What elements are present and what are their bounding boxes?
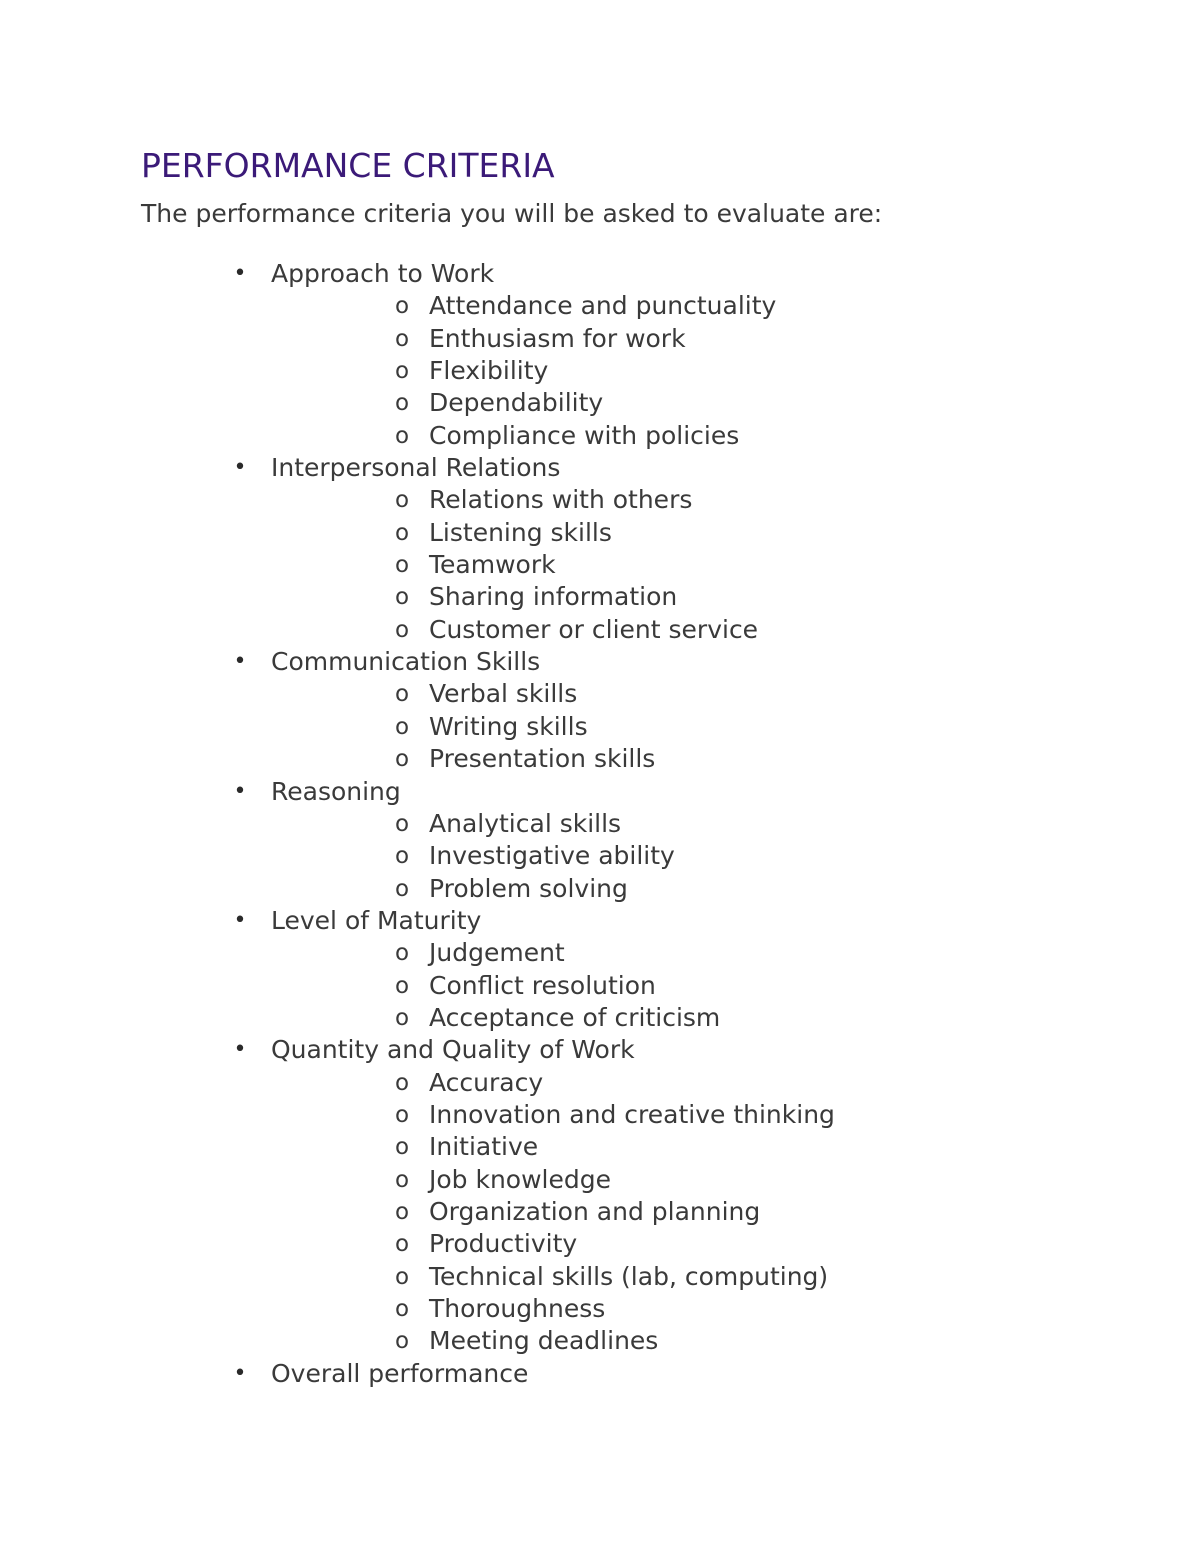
sub-criteria-label: Verbal skills (429, 679, 578, 709)
bullet-circle-icon: o (394, 1328, 410, 1355)
bullet-circle-icon: o (394, 1166, 410, 1193)
bullet-circle-icon: o (394, 810, 410, 837)
criteria-label: Interpersonal Relations (271, 453, 561, 483)
sub-criteria-item (0, 1196, 1200, 1228)
criteria-label: Quantity and Quality of Work (271, 1035, 635, 1065)
bullet-dot-icon: • (233, 455, 247, 481)
criteria-label: Overall performance (271, 1358, 529, 1388)
sub-criteria-item (0, 290, 1200, 322)
sub-criteria-label: Presentation skills (429, 744, 656, 774)
sub-criteria-label: Analytical skills (429, 808, 622, 838)
bullet-dot-icon: • (233, 907, 247, 933)
sub-criteria-item (0, 1099, 1200, 1131)
sub-criteria-item (0, 678, 1200, 710)
sub-criteria-label: Flexibility (429, 356, 549, 386)
sub-criteria-label: Customer or client service (429, 614, 759, 644)
sub-criteria-item (0, 970, 1200, 1002)
bullet-circle-icon: o (394, 1198, 410, 1225)
sub-criteria-label: Meeting deadlines (429, 1326, 659, 1356)
criteria-row (0, 1034, 1200, 1066)
page-title: PERFORMANCE CRITERIA (141, 146, 555, 185)
sub-criteria-item (0, 549, 1200, 581)
sub-criteria-label: Writing skills (429, 711, 588, 741)
sub-criteria-item (0, 484, 1200, 516)
sub-criteria-item (0, 1164, 1200, 1196)
sub-criteria-item (0, 517, 1200, 549)
criteria-label: Approach to Work (271, 259, 495, 288)
sub-criteria-label: Job knowledge (429, 1164, 611, 1194)
sub-criteria-item (0, 808, 1200, 840)
bullet-circle-icon: o (394, 843, 410, 870)
bullet-circle-icon: o (394, 293, 410, 320)
sub-criteria-label: Investigative ability (429, 841, 675, 871)
bullet-dot-icon: • (233, 1360, 247, 1386)
sub-criteria-item (0, 355, 1200, 387)
sub-criteria-label: Initiative (429, 1132, 539, 1162)
sub-criteria-item (0, 873, 1200, 905)
sub-criteria-item (0, 1325, 1200, 1357)
criteria-item (0, 452, 1200, 646)
criteria-item (0, 776, 1200, 905)
bullet-circle-icon: o (394, 713, 410, 740)
bullet-circle-icon: o (394, 1101, 410, 1128)
sub-criteria-label: Acceptance of criticism (429, 1002, 721, 1032)
criteria-label: Communication Skills (271, 647, 541, 677)
sub-criteria-label: Thoroughness (429, 1294, 606, 1323)
bullet-circle-icon: o (394, 746, 410, 773)
criteria-item (0, 1034, 1200, 1357)
bullet-dot-icon: • (233, 778, 247, 804)
sub-criteria-label: Relations with others (429, 485, 693, 515)
bullet-circle-icon: o (394, 584, 410, 611)
bullet-dot-icon: • (233, 261, 247, 286)
sub-criteria-list (0, 290, 1200, 452)
criteria-item (0, 905, 1200, 1034)
bullet-circle-icon: o (394, 972, 410, 999)
criteria-row (0, 776, 1200, 808)
sub-criteria-item (0, 1293, 1200, 1325)
sub-criteria-list (0, 808, 1200, 905)
bullet-circle-icon: o (394, 940, 410, 967)
sub-criteria-item (0, 1067, 1200, 1099)
criteria-row (0, 646, 1200, 678)
sub-criteria-item (0, 937, 1200, 969)
sub-criteria-label: Conflict resolution (429, 970, 656, 1000)
sub-criteria-list (0, 484, 1200, 646)
bullet-circle-icon: o (394, 1004, 410, 1031)
sub-criteria-label: Attendance and punctuality (429, 291, 777, 321)
sub-criteria-item (0, 840, 1200, 872)
sub-criteria-label: Technical skills (lab, computing) (429, 1261, 829, 1291)
sub-criteria-item (0, 1228, 1200, 1260)
bullet-circle-icon: o (394, 422, 410, 449)
sub-criteria-label: Organization and planning (429, 1196, 761, 1226)
intro-text: The performance criteria you will be asked to evaluate are: (141, 199, 883, 228)
sub-criteria-label: Enthusiasm for work (429, 323, 686, 353)
bullet-circle-icon: o (394, 1069, 410, 1096)
criteria-item (0, 258, 1200, 452)
sub-criteria-label: Sharing information (429, 582, 678, 612)
sub-criteria-item (0, 1131, 1200, 1163)
criteria-row (0, 1358, 1200, 1390)
bullet-circle-icon: o (394, 552, 410, 579)
sub-criteria-label: Accuracy (429, 1067, 544, 1097)
sub-criteria-list (0, 937, 1200, 1034)
bullet-dot-icon: • (233, 1037, 247, 1063)
criteria-item (0, 1358, 1200, 1390)
sub-criteria-label: Problem solving (429, 873, 628, 903)
criteria-list (0, 258, 1200, 1390)
criteria-row (0, 258, 1200, 290)
bullet-dot-icon: • (233, 649, 247, 675)
sub-criteria-item (0, 711, 1200, 743)
sub-criteria-label: Dependability (429, 388, 604, 418)
bullet-circle-icon: o (394, 1231, 410, 1258)
sub-criteria-label: Compliance with policies (429, 420, 740, 450)
bullet-circle-icon: o (394, 616, 410, 643)
sub-criteria-item (0, 420, 1200, 452)
sub-criteria-item (0, 323, 1200, 355)
sub-criteria-item (0, 581, 1200, 613)
sub-criteria-label: Judgement (429, 938, 565, 968)
sub-criteria-item (0, 1261, 1200, 1293)
sub-criteria-label: Productivity (429, 1229, 578, 1259)
bullet-circle-icon: o (394, 325, 410, 352)
sub-criteria-label: Listening skills (429, 517, 612, 547)
bullet-circle-icon: o (394, 519, 410, 546)
criteria-item (0, 646, 1200, 775)
sub-criteria-label: Teamwork (429, 550, 556, 580)
bullet-circle-icon: o (394, 1134, 410, 1161)
criteria-row (0, 452, 1200, 484)
bullet-circle-icon: o (394, 390, 410, 417)
bullet-circle-icon: o (394, 875, 410, 902)
sub-criteria-item (0, 1002, 1200, 1034)
sub-criteria-list (0, 1067, 1200, 1358)
criteria-row (0, 905, 1200, 937)
bullet-circle-icon: o (394, 1296, 410, 1322)
bullet-circle-icon: o (394, 487, 410, 514)
sub-criteria-label: Innovation and creative thinking (429, 1099, 835, 1129)
bullet-circle-icon: o (394, 681, 410, 708)
criteria-label: Reasoning (271, 776, 401, 806)
sub-criteria-item (0, 387, 1200, 419)
bullet-circle-icon: o (394, 1263, 410, 1290)
sub-criteria-list (0, 678, 1200, 775)
sub-criteria-item (0, 743, 1200, 775)
criteria-label: Level of Maturity (271, 905, 482, 935)
bullet-circle-icon: o (394, 358, 410, 385)
sub-criteria-item (0, 614, 1200, 646)
